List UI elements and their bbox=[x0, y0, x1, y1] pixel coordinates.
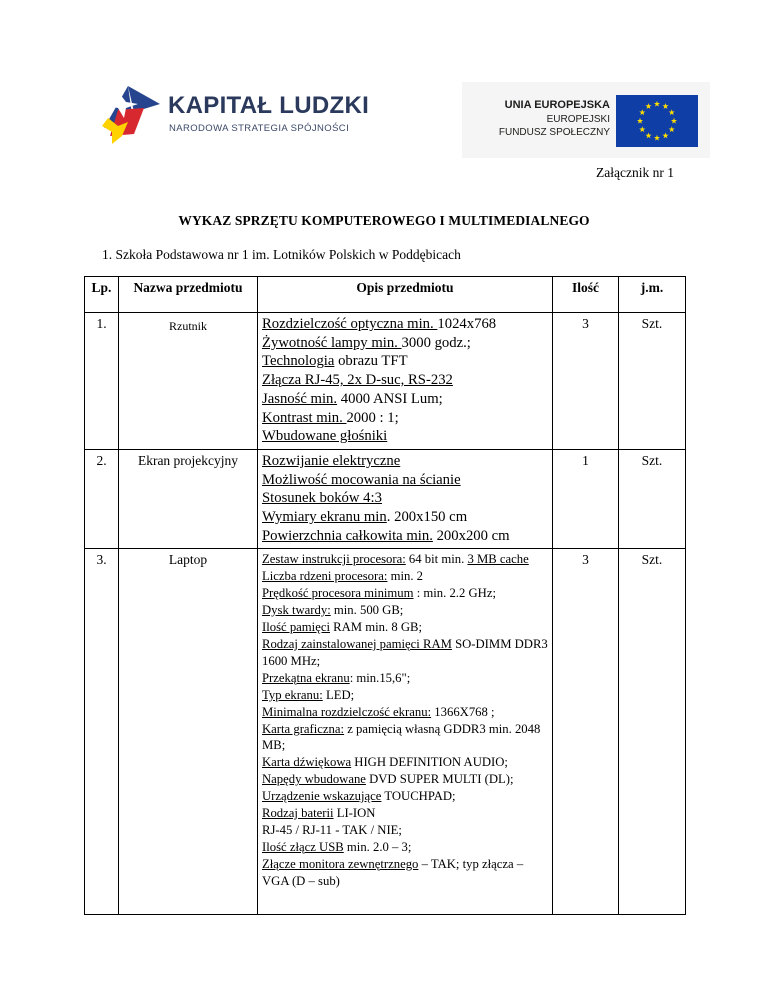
description-line bbox=[262, 585, 549, 602]
eu-star-icon bbox=[637, 118, 643, 124]
kapital-ludzki-logo bbox=[98, 82, 370, 148]
description-line-value: SO-DIMM DDR3 1600 MHz; bbox=[262, 636, 548, 668]
column-header-name: Nazwa przedmiotu bbox=[119, 277, 258, 313]
row-quantity: 1 bbox=[553, 449, 619, 549]
description-line-value: HIGH DEFINITION AUDIO; bbox=[351, 755, 508, 770]
description-line-label: Powierzchnia całkowita min. bbox=[262, 527, 433, 544]
eu-star-icon bbox=[654, 135, 660, 141]
eu-star-icon bbox=[669, 109, 675, 115]
description-line-label: Wbudowane głośniki bbox=[262, 428, 388, 445]
description-line-value: 2000 : 1; bbox=[346, 409, 399, 426]
kapital-ludzki-subtitle: NARODOWA STRATEGIA SPÓJNOŚCI bbox=[169, 123, 350, 134]
column-header-lp: Lp. bbox=[85, 277, 119, 313]
eu-logo-line-2: EUROPEJSKI bbox=[546, 114, 610, 125]
description-line-label: Możliwość mocowania na ścianie bbox=[262, 471, 461, 488]
table-row bbox=[85, 449, 686, 549]
row-lp: 1. bbox=[85, 313, 119, 450]
description-line-value: . 200x150 cm bbox=[386, 509, 468, 526]
description-line-value: RJ-45 / RJ-11 - TAK / NIE; bbox=[262, 822, 402, 837]
description-line-label: Karta graficzna: bbox=[262, 721, 345, 736]
description-line-label: Technologia bbox=[262, 353, 335, 370]
description-line bbox=[262, 602, 549, 619]
row-name: Laptop bbox=[119, 549, 258, 915]
description-line-label: Wymiary ekranu min bbox=[262, 509, 387, 526]
eu-star-icon bbox=[639, 126, 645, 132]
eu-star-icon bbox=[645, 103, 651, 109]
description-line bbox=[262, 352, 549, 371]
description-line-label: Rodzaj zainstalowanej pamięci RAM bbox=[262, 636, 452, 651]
description-line-value: min. 2.0 – 3; bbox=[343, 839, 412, 854]
description-line-label: Złącze monitora zewnętrznego bbox=[262, 856, 419, 871]
description-line-value: obrazu TFT bbox=[334, 353, 408, 370]
description-line-value: min. 2 bbox=[387, 569, 424, 584]
description-line bbox=[262, 704, 549, 721]
row-description bbox=[258, 549, 553, 915]
description-line-label: Urządzenie wskazujące bbox=[262, 789, 382, 804]
description-line bbox=[262, 489, 549, 508]
description-line-label: Prędkość procesora minimum bbox=[262, 586, 414, 601]
description-line-label: Liczba rdzeni procesora: bbox=[262, 569, 388, 584]
table-row bbox=[85, 549, 686, 915]
description-line bbox=[262, 527, 549, 546]
description-line-value: z pamięcią własną GDDR3 min. 2048 MB; bbox=[262, 721, 541, 753]
eu-star-icon bbox=[671, 118, 677, 124]
description-line bbox=[262, 839, 549, 856]
row-name: Rzutnik bbox=[119, 313, 258, 450]
eu-star-icon bbox=[645, 133, 651, 139]
description-line-label: Minimalna rozdzielczość ekranu: bbox=[262, 704, 432, 719]
description-line-value: LED; bbox=[322, 687, 355, 702]
description-line-value: min. 500 GB; bbox=[330, 603, 404, 618]
description-line bbox=[262, 687, 549, 704]
description-line-value: 200x200 cm bbox=[432, 527, 510, 544]
description-line-value: LI-ION bbox=[333, 806, 376, 821]
description-line bbox=[262, 427, 549, 446]
description-line-label: Rozdzielczość optyczna min. bbox=[262, 316, 438, 332]
eu-star-icon bbox=[639, 109, 645, 115]
eu-star-icon bbox=[669, 126, 675, 132]
description-line-label: Typ ekranu: bbox=[262, 687, 323, 702]
row-lp: 3. bbox=[85, 549, 119, 915]
description-line bbox=[262, 452, 549, 471]
table-row bbox=[85, 313, 686, 450]
column-header-quantity: Ilość bbox=[553, 277, 619, 313]
description-line bbox=[262, 315, 549, 334]
row-unit: Szt. bbox=[619, 549, 686, 915]
description-line-label: Zestaw instrukcji procesora: bbox=[262, 552, 406, 567]
description-line-label: Rozwijanie elektryczne bbox=[262, 452, 401, 469]
description-line bbox=[262, 471, 549, 490]
column-header-unit: j.m. bbox=[619, 277, 686, 313]
eu-logo-line-1: UNIA EUROPEJSKA bbox=[504, 99, 610, 111]
description-line-label: Żywotność lampy min. bbox=[262, 334, 402, 351]
description-line-label: Napędy wbudowane bbox=[262, 772, 366, 787]
description-line-value: TOUCHPAD; bbox=[381, 789, 456, 804]
row-description bbox=[258, 313, 553, 450]
description-line-value: – TAK; typ złącza – VGA (D – sub) bbox=[262, 856, 524, 888]
row-unit: Szt. bbox=[619, 313, 686, 450]
description-line-label: Przekątna ekranu bbox=[262, 670, 350, 685]
description-line bbox=[262, 371, 549, 390]
description-line bbox=[262, 670, 549, 687]
column-header-description: Opis przedmiotu bbox=[258, 277, 553, 313]
table-header-row bbox=[85, 277, 686, 313]
description-line bbox=[262, 390, 549, 409]
description-line-value: DVD SUPER MULTI (DL); bbox=[365, 772, 514, 787]
description-line bbox=[262, 508, 549, 527]
row-description bbox=[258, 449, 553, 549]
description-line-label: Jasność min. bbox=[262, 390, 338, 407]
eu-logo-line-3: FUNDUSZ SPOŁECZNY bbox=[498, 127, 610, 138]
description-line bbox=[262, 568, 549, 585]
eu-star-icon bbox=[654, 101, 660, 107]
description-line bbox=[262, 822, 549, 839]
row-lp: 2. bbox=[85, 449, 119, 549]
kapital-ludzki-emblem-icon bbox=[98, 82, 164, 148]
description-line bbox=[262, 551, 549, 568]
description-line-label: Rodzaj baterii bbox=[262, 806, 334, 821]
row-quantity: 3 bbox=[553, 549, 619, 915]
description-line-value: 1366X768 ; bbox=[431, 704, 495, 719]
eu-logo bbox=[462, 82, 710, 158]
row-quantity: 3 bbox=[553, 313, 619, 450]
description-line bbox=[262, 409, 549, 428]
description-line bbox=[262, 334, 549, 353]
description-line-value: : min. 2.2 GHz; bbox=[413, 586, 496, 601]
eu-flag-icon bbox=[616, 95, 698, 147]
description-line bbox=[262, 805, 549, 822]
description-line bbox=[262, 856, 549, 890]
description-line-label: Złącza RJ-45, 2x D-suc, RS-232 bbox=[262, 372, 453, 389]
eu-star-icon bbox=[662, 133, 668, 139]
school-heading: 1. Szkoła Podstawowa nr 1 im. Lotników Polskich w Poddębicach bbox=[102, 247, 461, 262]
description-line-value: : min.15,6"; bbox=[349, 670, 411, 685]
equipment-table bbox=[84, 276, 686, 915]
description-line-label: Stosunek boków 4:3 bbox=[262, 490, 382, 507]
description-line-value: 1024x768 bbox=[437, 316, 497, 332]
eu-star-icon bbox=[662, 103, 668, 109]
attachment-label: Załącznik nr 1 bbox=[596, 165, 674, 180]
description-line-label: Ilość złącz USB bbox=[262, 839, 344, 854]
description-line-value: 4000 ANSI Lum; bbox=[337, 390, 443, 407]
description-line bbox=[262, 636, 549, 670]
description-line-value: 64 bit min. bbox=[405, 552, 468, 567]
description-line bbox=[262, 788, 549, 805]
description-line-value: RAM min. 8 GB; bbox=[330, 620, 422, 635]
description-line-label: Kontrast min. bbox=[262, 409, 347, 426]
description-line bbox=[262, 771, 549, 788]
description-line-label: Ilość pamięci bbox=[262, 620, 330, 635]
document-title: WYKAZ SPRZĘTU KOMPUTEROWEGO I MULTIMEDIALNEGO bbox=[178, 213, 590, 228]
description-line-label: 3 MB cache bbox=[467, 552, 529, 567]
description-line-value: 3000 godz.; bbox=[401, 334, 471, 351]
kapital-ludzki-title: KAPITAŁ LUDZKI bbox=[168, 92, 370, 119]
row-name: Ekran projekcyjny bbox=[119, 449, 258, 549]
description-line-label: Karta dźwiękowa bbox=[262, 755, 352, 770]
description-line bbox=[262, 721, 549, 755]
description-line-label: Dysk twardy: bbox=[262, 603, 331, 618]
row-unit: Szt. bbox=[619, 449, 686, 549]
description-line bbox=[262, 754, 549, 771]
description-line bbox=[262, 619, 549, 636]
